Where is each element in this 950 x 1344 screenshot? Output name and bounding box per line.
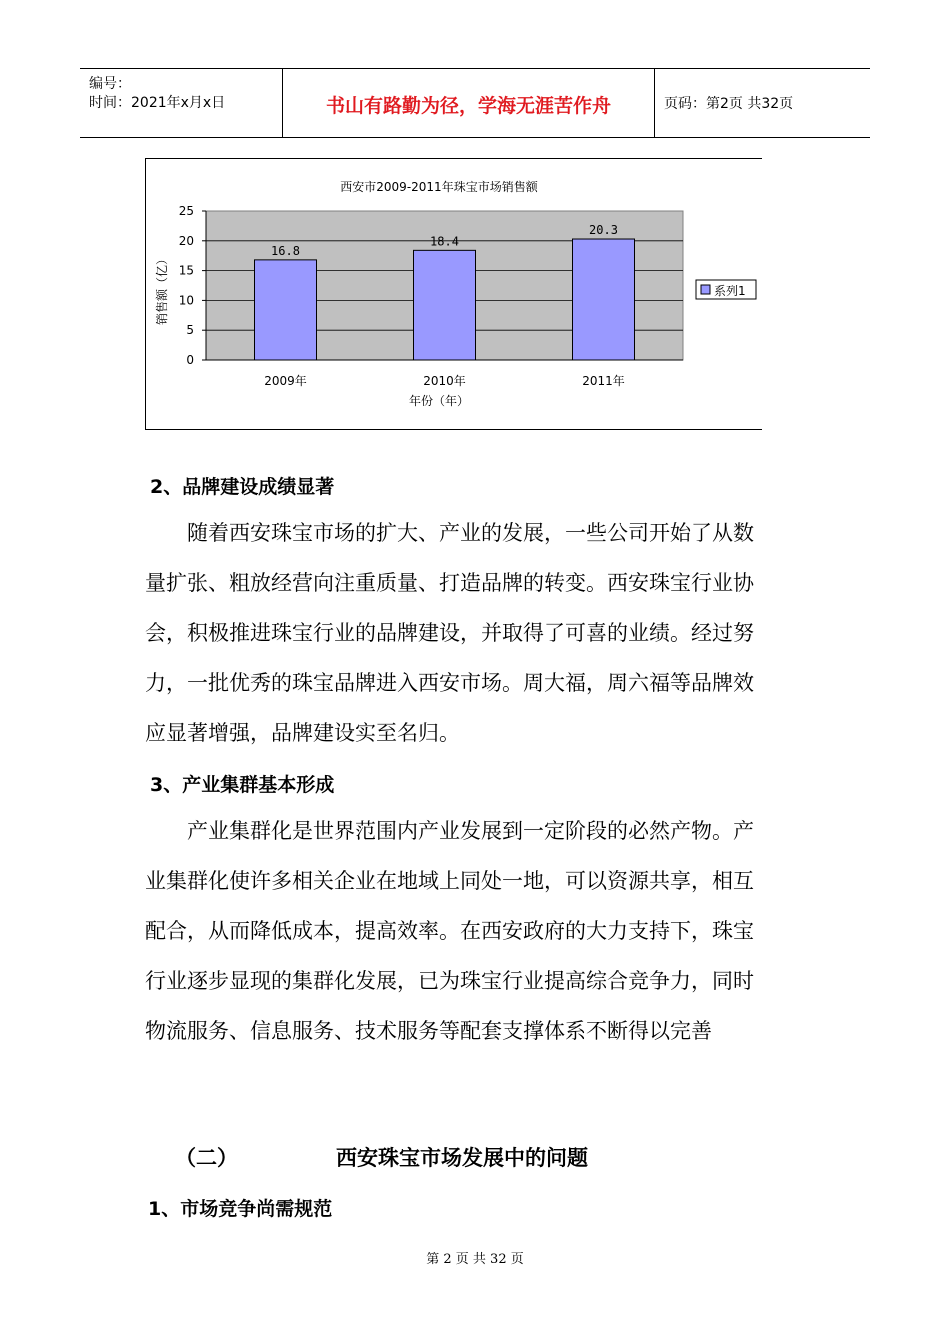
bar bbox=[414, 250, 476, 360]
data-label: 16.8 bbox=[271, 243, 300, 258]
y-axis-title: 销售额（亿） bbox=[155, 252, 169, 326]
paragraph-line: 产业集群化是世界范围内产业发展到一定阶段的必然产物。产 bbox=[187, 819, 754, 843]
header-meta-cell bbox=[80, 69, 283, 137]
header-motto: 书山有路勤为径，学海无涯苦作舟 bbox=[325, 95, 611, 117]
page-footer: 第 2 页 共 32 页 bbox=[426, 1252, 524, 1267]
bar bbox=[573, 239, 635, 360]
paragraph-line: 应显著增强，品牌建设实至名归。 bbox=[145, 721, 460, 745]
y-tick-label: 25 bbox=[178, 204, 194, 218]
y-tick-label: 20 bbox=[178, 233, 194, 248]
x-tick-label: 2009年 bbox=[264, 374, 307, 388]
heading-brand: 2、品牌建设成绩显著 bbox=[150, 476, 335, 498]
paragraph-line: 随着西安珠宝市场的扩大、产业的发展，一些公司开始了从数 bbox=[187, 521, 754, 545]
paragraph-line: 力，一批优秀的珠宝品牌进入西安市场。周大福，周六福等品牌效 bbox=[145, 671, 754, 695]
paragraph-line: 物流服务、信息服务、技术服务等配套支撑体系不断得以完善 bbox=[145, 1019, 712, 1043]
doc-date: 时间：2021年x月x日 bbox=[89, 95, 226, 111]
chart-canvas bbox=[146, 159, 762, 429]
legend-label: 系列1 bbox=[714, 284, 746, 298]
chart-title: 西安市2009-2011年珠宝市场销售额 bbox=[340, 180, 538, 194]
y-tick-label: 10 bbox=[178, 293, 194, 308]
x-axis-title: 年份（年） bbox=[408, 394, 470, 408]
header-motto-cell bbox=[283, 69, 655, 137]
heading-competition: 1、市场竞争尚需规范 bbox=[148, 1198, 333, 1220]
x-tick-label: 2010年 bbox=[423, 374, 466, 388]
header-page-info: 页码：第2页 共32页 bbox=[664, 96, 794, 112]
paragraph-cluster bbox=[145, 806, 810, 1056]
section-title: 西安珠宝市场发展中的问题 bbox=[336, 1146, 588, 1170]
paragraph-brand bbox=[145, 508, 810, 758]
section-number: （二） bbox=[175, 1146, 238, 1170]
doc-number-label: 编号： bbox=[89, 76, 131, 92]
paragraph-line: 会，积极推进珠宝行业的品牌建设，并取得了可喜的业绩。经过努 bbox=[145, 621, 754, 645]
y-tick-label: 0 bbox=[186, 353, 194, 367]
bar bbox=[255, 260, 317, 360]
sales-chart bbox=[145, 158, 762, 430]
y-tick-label: 5 bbox=[186, 323, 194, 338]
x-tick-label: 2011年 bbox=[582, 374, 625, 388]
heading-cluster: 3、产业集群基本形成 bbox=[150, 774, 335, 796]
data-label: 18.4 bbox=[430, 234, 459, 249]
page-header bbox=[80, 68, 870, 138]
paragraph-line: 行业逐步显现的集群化发展，已为珠宝行业提高综合竞争力，同时 bbox=[145, 969, 754, 993]
data-label: 20.3 bbox=[589, 223, 618, 238]
paragraph-line: 业集群化使许多相关企业在地域上同处一地，可以资源共享，相互 bbox=[145, 869, 754, 893]
legend-swatch bbox=[701, 285, 710, 294]
paragraph-line: 量扩张、粗放经营向注重质量、打造品牌的转变。西安珠宝行业协 bbox=[145, 571, 754, 595]
paragraph-line: 配合，从而降低成本，提高效率。在西安政府的大力支持下，珠宝 bbox=[145, 919, 754, 943]
y-tick-label: 15 bbox=[178, 263, 194, 278]
